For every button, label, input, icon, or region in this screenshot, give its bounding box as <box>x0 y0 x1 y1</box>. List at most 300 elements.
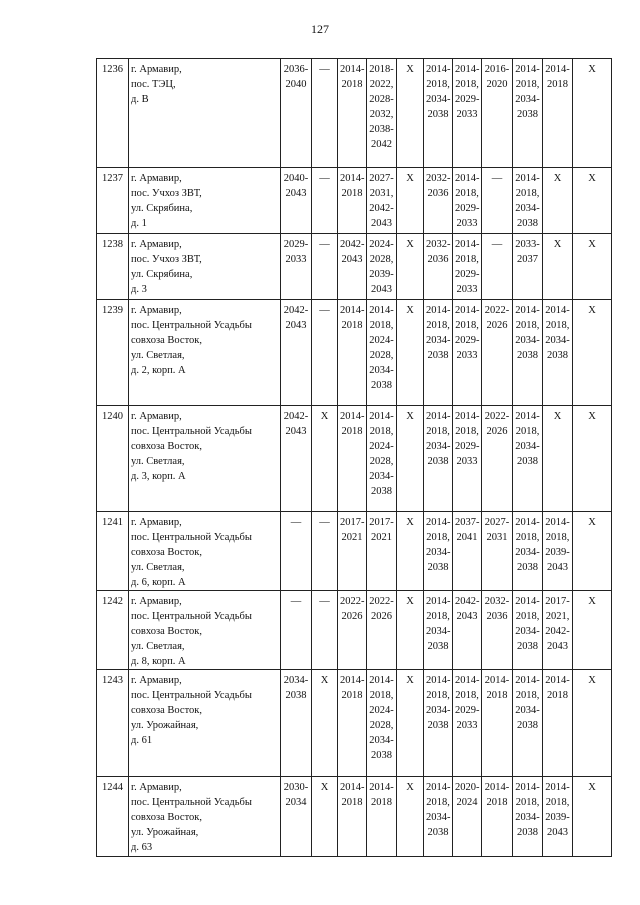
address-line: совхоза Восток, <box>131 705 203 716</box>
schedule-value: 2014- <box>515 517 540 528</box>
schedule-value: 2018, <box>545 797 570 808</box>
schedule-value: 2038 <box>427 562 449 573</box>
schedule-value: 2014- <box>545 675 570 686</box>
schedule-value: X <box>588 64 596 75</box>
schedule-value: 2014- <box>515 675 540 686</box>
schedule-cell <box>513 234 543 300</box>
schedule-cell <box>367 406 397 512</box>
schedule-value: 2038 <box>427 720 449 731</box>
schedule-cell <box>312 59 338 168</box>
schedule-value: 2038 <box>371 486 392 497</box>
schedule-value: 2031, <box>369 188 394 199</box>
schedule-cell <box>312 168 338 234</box>
schedule-cell <box>482 406 513 512</box>
table-body <box>97 59 612 857</box>
schedule-value: — <box>319 517 330 528</box>
schedule-value: 2038 <box>517 109 538 120</box>
schedule-value: 2018 <box>371 797 392 808</box>
schedule-value: 2038 <box>427 641 449 652</box>
schedule-cell <box>338 591 367 670</box>
schedule-value: X <box>320 411 329 422</box>
schedule-value: 2033 <box>285 254 307 265</box>
schedule-value: X <box>406 173 414 184</box>
schedule-cell <box>397 406 424 512</box>
schedule-value: 2043 <box>371 218 392 229</box>
table-row <box>97 406 612 512</box>
schedule-cell <box>513 777 543 857</box>
schedule-value: 2018 <box>547 690 568 701</box>
schedule-value: X <box>588 173 596 184</box>
schedule-cell <box>397 234 424 300</box>
schedule-value: 2014- <box>426 782 451 793</box>
schedule-value: 2038 <box>517 641 538 652</box>
schedule-value: 2038- <box>369 124 394 135</box>
schedule-cell <box>573 59 612 168</box>
schedule-value: X <box>406 305 414 316</box>
address-line: г. Армавир, <box>131 173 182 184</box>
schedule-value: 2034- <box>426 626 451 637</box>
schedule-value: 2032- <box>426 173 451 184</box>
schedule-cell <box>312 512 338 591</box>
address-line: д. В <box>131 94 149 105</box>
schedule-value: 2027- <box>369 173 394 184</box>
schedule-value: — <box>319 305 330 316</box>
schedule-cell <box>338 512 367 591</box>
schedule-value: 2026 <box>486 320 508 331</box>
schedule-cell <box>367 168 397 234</box>
schedule-value: 2018, <box>515 690 540 701</box>
schedule-cell <box>482 168 513 234</box>
schedule-value: 2024- <box>369 441 394 452</box>
schedule-value: — <box>319 596 330 607</box>
schedule-value: 2029- <box>455 94 480 105</box>
schedule-cell <box>367 512 397 591</box>
schedule-value: 2033- <box>515 239 540 250</box>
schedule-value: 2014- <box>515 173 540 184</box>
address-line: д. 8, корп. А <box>131 656 186 667</box>
schedule-cell <box>543 168 573 234</box>
address-line: совхоза Восток, <box>131 441 203 452</box>
schedule-cell <box>482 777 513 857</box>
schedule-cell <box>513 670 543 777</box>
schedule-value: 2014- <box>515 782 540 793</box>
table-row <box>97 777 612 857</box>
page-number: 127 <box>311 22 329 36</box>
schedule-cell <box>397 300 424 406</box>
schedule-value: 2034 <box>285 797 307 808</box>
schedule-cell <box>424 777 453 857</box>
schedule-value: X <box>588 517 596 528</box>
schedule-value: 2040- <box>283 173 309 184</box>
schedule-cell <box>453 234 482 300</box>
schedule-cell <box>281 670 312 777</box>
schedule-value: 2024- <box>369 705 394 716</box>
schedule-value: 2036- <box>283 64 309 75</box>
schedule-value: 2034- <box>426 335 451 346</box>
schedule-value: 2018 <box>341 426 363 437</box>
schedule-value: 2038 <box>517 456 538 467</box>
schedule-value: 2018, <box>455 254 479 265</box>
address-line: г. Армавир, <box>131 675 182 686</box>
schedule-value: 2043 <box>456 611 478 622</box>
row-number: 1239 <box>97 300 129 406</box>
row-number: 1242 <box>97 591 129 670</box>
schedule-value: 2018, <box>515 79 540 90</box>
schedule-cell <box>312 234 338 300</box>
schedule-value: 2014- <box>426 305 451 316</box>
schedule-value: 2033 <box>456 350 478 361</box>
schedule-cell <box>424 406 453 512</box>
schedule-value: 2014- <box>515 411 540 422</box>
schedule-cell <box>573 406 612 512</box>
schedule-value: 2038 <box>427 827 449 838</box>
schedule-value: 2018, <box>515 188 540 199</box>
schedule-value: 2014- <box>369 782 394 793</box>
address-line: ул. Урожайная, <box>131 720 199 731</box>
schedule-cell <box>281 406 312 512</box>
schedule-value: 2018- <box>369 64 394 75</box>
schedule-value: 2029- <box>455 441 480 452</box>
schedule-cell <box>424 300 453 406</box>
address-line: пос. Центральной Усадьбы <box>131 532 252 543</box>
schedule-value: 2014- <box>340 782 365 793</box>
address-line: д. 6, корп. А <box>131 577 186 588</box>
schedule-value: 2018, <box>515 797 540 808</box>
schedule-value: 2024- <box>369 335 394 346</box>
address-line: г. Армавир, <box>131 239 182 250</box>
schedule-value: 2042- <box>369 203 394 214</box>
schedule-value: 2032- <box>426 239 451 250</box>
schedule-value: 2028, <box>369 350 394 361</box>
schedule-cell <box>513 406 543 512</box>
schedule-cell <box>338 670 367 777</box>
schedule-value: 2018, <box>545 532 570 543</box>
schedule-value: 2014- <box>369 411 394 422</box>
schedule-cell <box>367 670 397 777</box>
schedule-value: 2020- <box>455 782 480 793</box>
schedule-cell <box>453 777 482 857</box>
schedule-cell <box>453 300 482 406</box>
schedule-value: 2034- <box>515 441 540 452</box>
schedule-cell <box>312 300 338 406</box>
schedule-value: 2029- <box>283 239 309 250</box>
table-row <box>97 512 612 591</box>
address-line: пос. Учхоз ЗВТ, <box>131 254 202 265</box>
address-line: пос. Центральной Усадьбы <box>131 611 252 622</box>
schedule-cell <box>367 777 397 857</box>
schedule-value: 2028, <box>369 720 394 731</box>
schedule-value: 2014- <box>426 517 451 528</box>
schedule-value: 2038 <box>427 350 449 361</box>
schedule-value: 2043 <box>547 827 568 838</box>
address-line: д. 63 <box>131 842 153 853</box>
schedule-value: X <box>553 239 562 250</box>
address-line: пос. Учхоз ЗВТ, <box>131 188 202 199</box>
schedule-cell <box>338 59 367 168</box>
schedule-value: 2014- <box>455 305 480 316</box>
schedule-value: 2038 <box>427 109 449 120</box>
table-row <box>97 168 612 234</box>
schedule-value: 2014- <box>426 64 451 75</box>
address-cell <box>129 59 281 168</box>
schedule-value: 2014- <box>455 173 480 184</box>
address-line: д. 3 <box>131 284 147 295</box>
schedule-value: 2018, <box>455 188 479 199</box>
schedule-cell <box>543 234 573 300</box>
schedule-value: X <box>588 411 596 422</box>
schedule-value: 2014- <box>545 782 570 793</box>
schedule-value: 2041 <box>456 532 478 543</box>
address-cell <box>129 234 281 300</box>
schedule-value: 2043 <box>341 254 363 265</box>
schedule-value: 2028- <box>369 94 394 105</box>
schedule-cell <box>482 59 513 168</box>
schedule-value: 2018, <box>515 532 540 543</box>
address-cell <box>129 168 281 234</box>
address-cell <box>129 777 281 857</box>
schedule-cell <box>482 234 513 300</box>
schedule-value: 2021, <box>545 611 570 622</box>
address-line: пос. Центральной Усадьбы <box>131 426 252 437</box>
schedule-value: 2014- <box>515 596 540 607</box>
schedule-cell <box>281 777 312 857</box>
schedule-value: 2014- <box>426 596 451 607</box>
schedule-cell <box>281 512 312 591</box>
schedule-value: 2039- <box>545 812 570 823</box>
schedule-cell <box>453 59 482 168</box>
schedule-value: 2042- <box>283 411 309 422</box>
schedule-cell <box>397 777 424 857</box>
schedule-cell <box>424 168 453 234</box>
schedule-cell <box>482 591 513 670</box>
schedule-value: 2016- <box>484 64 510 75</box>
schedule-cell <box>453 512 482 591</box>
schedule-value: 2018, <box>426 426 450 437</box>
schedule-value: 2018, <box>455 320 479 331</box>
schedule-cell <box>312 670 338 777</box>
schedule-value: 2018, <box>369 320 394 331</box>
schedule-cell <box>543 59 573 168</box>
row-number: 1243 <box>97 670 129 777</box>
schedule-cell <box>367 591 397 670</box>
schedule-value: 2018 <box>547 79 568 90</box>
schedule-value: 2033 <box>456 109 478 120</box>
schedule-value: 2022- <box>369 596 394 607</box>
schedule-value: 2022, <box>369 79 394 90</box>
schedule-value: 2034- <box>283 675 309 686</box>
schedule-cell <box>312 777 338 857</box>
address-line: ул. Светлая, <box>131 562 185 573</box>
schedule-value: 2018 <box>341 188 363 199</box>
schedule-value: — <box>319 239 330 250</box>
schedule-cell <box>453 670 482 777</box>
address-line: совхоза Восток, <box>131 335 203 346</box>
schedule-value: 2026 <box>486 426 508 437</box>
schedule-cell <box>482 300 513 406</box>
schedule-value: 2034- <box>515 335 540 346</box>
schedule-value: — <box>491 173 503 184</box>
schedule-cell <box>281 168 312 234</box>
schedule-cell <box>513 300 543 406</box>
address-line: д. 2, корп. А <box>131 365 186 376</box>
schedule-cell <box>573 512 612 591</box>
schedule-value: 2029- <box>455 705 480 716</box>
row-number: 1238 <box>97 234 129 300</box>
schedule-value: — <box>319 173 330 184</box>
address-line: совхоза Восток, <box>131 812 203 823</box>
schedule-value: 2014- <box>484 782 510 793</box>
schedule-value: 2014- <box>369 675 394 686</box>
schedule-cell <box>338 168 367 234</box>
schedule-value: 2034- <box>515 94 540 105</box>
schedule-cell <box>397 670 424 777</box>
schedule-value: X <box>406 64 414 75</box>
schedule-value: 2038 <box>517 827 538 838</box>
schedule-value: 2018, <box>515 611 540 622</box>
address-line: пос. Центральной Усадьбы <box>131 320 252 331</box>
schedule-cell <box>543 406 573 512</box>
address-line: г. Армавир, <box>131 517 182 528</box>
address-cell <box>129 591 281 670</box>
schedule-value: 2018, <box>545 320 570 331</box>
address-line: г. Армавир, <box>131 596 182 607</box>
schedule-cell <box>513 512 543 591</box>
schedule-value: 2014- <box>455 64 480 75</box>
schedule-value: X <box>588 675 596 686</box>
schedule-value: 2029- <box>455 203 480 214</box>
schedule-cell <box>543 670 573 777</box>
schedule-value: 2018 <box>486 797 508 808</box>
schedule-value: 2024 <box>456 797 478 808</box>
address-cell <box>129 670 281 777</box>
schedule-value: 2014- <box>515 305 540 316</box>
schedule-cell <box>573 591 612 670</box>
schedule-cell <box>397 591 424 670</box>
address-line: ул. Скрябина, <box>131 203 193 214</box>
address-line: г. Армавир, <box>131 782 182 793</box>
schedule-value: 2037- <box>455 517 480 528</box>
schedule-value: X <box>406 675 414 686</box>
schedule-value: 2034- <box>426 812 451 823</box>
schedule-value: 2014- <box>545 64 570 75</box>
address-line: ул. Светлая, <box>131 456 185 467</box>
schedule-cell <box>281 59 312 168</box>
table-row <box>97 591 612 670</box>
table-row <box>97 670 612 777</box>
schedule-value: 2018 <box>486 690 508 701</box>
schedule-value: — <box>290 517 302 528</box>
schedule-value: 2018, <box>455 79 479 90</box>
address-line: г. Армавир, <box>131 305 182 316</box>
schedule-value: 2042- <box>455 596 480 607</box>
address-line: пос. Центральной Усадьбы <box>131 797 252 808</box>
schedule-cell <box>367 59 397 168</box>
schedule-cell <box>338 234 367 300</box>
address-line: д. 3, корп. А <box>131 471 186 482</box>
schedule-cell <box>482 670 513 777</box>
schedule-value: 2034- <box>426 441 451 452</box>
schedule-cell <box>367 234 397 300</box>
schedule-value: 2014- <box>545 305 570 316</box>
schedule-value: 2036 <box>427 188 449 199</box>
schedule-value: 2018, <box>369 690 394 701</box>
schedule-value: 2022- <box>340 596 365 607</box>
schedule-value: 2018 <box>341 79 363 90</box>
schedule-value: 2014- <box>340 411 365 422</box>
schedule-value: 2038 <box>517 720 538 731</box>
schedule-value: X <box>588 782 596 793</box>
table-row <box>97 234 612 300</box>
schedule-value: 2034- <box>426 94 451 105</box>
schedule-value: 2018, <box>426 690 450 701</box>
schedule-cell <box>573 300 612 406</box>
schedule-value: 2038 <box>547 350 568 361</box>
schedule-cell <box>453 168 482 234</box>
schedule-cell <box>312 591 338 670</box>
schedule-value: X <box>588 239 596 250</box>
schedule-cell <box>281 234 312 300</box>
schedule-value: 2026 <box>341 611 363 622</box>
schedule-cell <box>397 59 424 168</box>
schedule-value: 2043 <box>285 426 307 437</box>
schedule-value: 2036 <box>486 611 508 622</box>
schedule-value: 2030- <box>283 782 309 793</box>
schedule-cell <box>482 512 513 591</box>
schedule-cell <box>312 406 338 512</box>
schedule-value: X <box>406 239 414 250</box>
schedule-value: 2034- <box>369 365 394 376</box>
schedule-cell <box>453 406 482 512</box>
schedule-cell <box>543 591 573 670</box>
schedule-cell <box>281 591 312 670</box>
address-line: г. Армавир, <box>131 64 182 75</box>
address-cell <box>129 300 281 406</box>
schedule-cell <box>573 234 612 300</box>
schedule-value: 2021 <box>371 532 392 543</box>
address-line: совхоза Восток, <box>131 547 203 558</box>
schedule-value: 2038 <box>427 456 449 467</box>
schedule-value: — <box>290 596 302 607</box>
schedule-value: 2020 <box>486 79 508 90</box>
schedule-value: 2022- <box>484 305 510 316</box>
schedule-value: 2018, <box>369 426 394 437</box>
table-row <box>97 300 612 406</box>
schedule-value: 2014- <box>340 675 365 686</box>
schedule-value: 2028, <box>369 456 394 467</box>
schedule-cell <box>397 168 424 234</box>
schedule-value: 2040 <box>285 79 307 90</box>
schedule-value: 2038 <box>517 562 538 573</box>
schedule-value: X <box>406 517 414 528</box>
schedule-value: 2034- <box>369 471 394 482</box>
schedule-value: 2039- <box>369 269 394 280</box>
schedule-value: 2018, <box>426 320 450 331</box>
schedule-value: 2018 <box>341 320 363 331</box>
schedule-value: 2018, <box>515 426 540 437</box>
schedule-value: 2038 <box>517 350 538 361</box>
schedule-value: — <box>491 239 503 250</box>
schedule-cell <box>424 59 453 168</box>
schedule-value: 2014- <box>545 517 570 528</box>
schedule-value: 2036 <box>427 254 449 265</box>
schedule-value: 2042- <box>545 626 570 637</box>
schedule-value: 2014- <box>455 411 480 422</box>
schedule-cell <box>424 670 453 777</box>
address-line: д. 61 <box>131 735 153 746</box>
row-number: 1241 <box>97 512 129 591</box>
schedule-value: 2043 <box>285 188 307 199</box>
address-line: пос. ТЭЦ, <box>131 79 176 90</box>
